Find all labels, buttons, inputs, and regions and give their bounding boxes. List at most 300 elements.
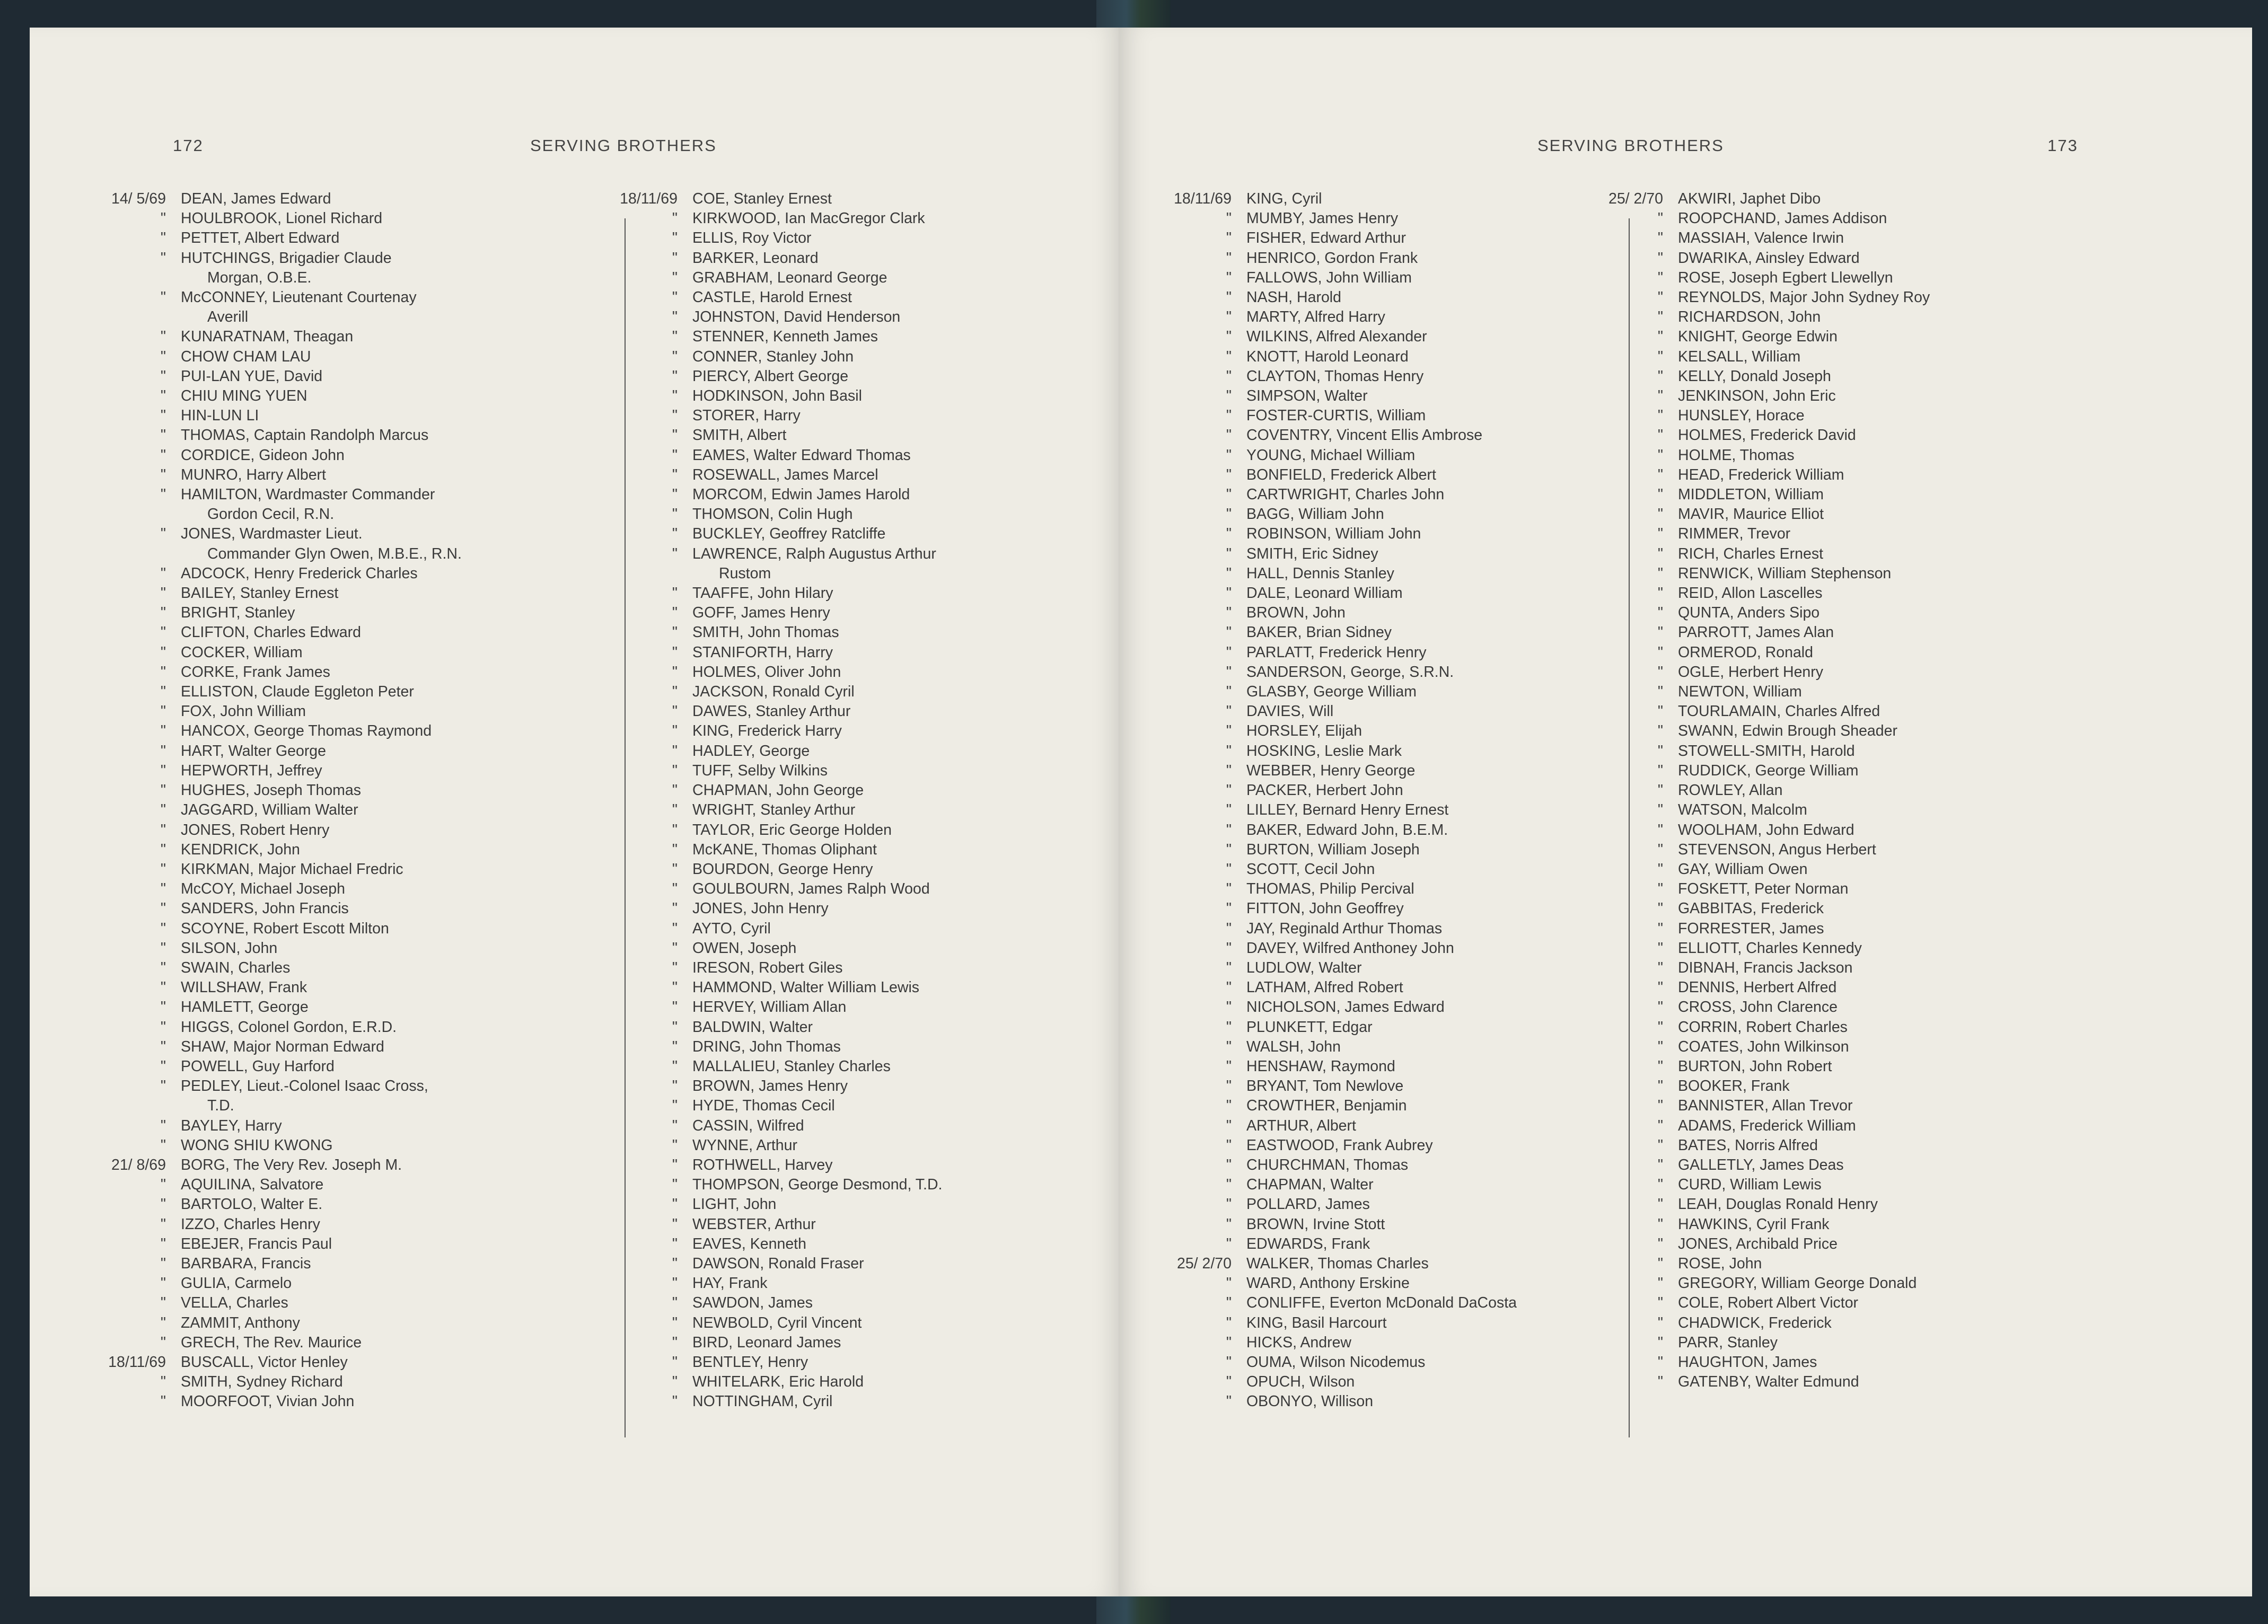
member-name: BONFIELD, Frederick Albert	[1246, 466, 1436, 483]
initiation-date: "	[672, 446, 678, 464]
initiation-date: "	[672, 1097, 678, 1115]
member-name: GOFF, James Henry	[692, 604, 830, 622]
member-name: PEDLEY, Lieut.-Colonel Isaac Cross, T.D.	[181, 1076, 428, 1116]
member-name: POLLARD, James	[1246, 1196, 1370, 1213]
member-name: HEAD, Frederick William	[1678, 466, 1844, 483]
list-item	[77, 663, 462, 682]
initiation-date: "	[672, 1078, 678, 1095]
initiation-date: "	[1657, 979, 1663, 996]
list-item	[77, 702, 462, 721]
list-item	[1143, 1333, 1517, 1353]
member-name: SCOTT, Cecil John	[1246, 860, 1375, 878]
initiation-date: "	[160, 466, 166, 483]
list-item	[589, 721, 942, 741]
list-item	[1143, 919, 1517, 939]
member-name: CLIFTON, Charles Edward	[181, 624, 361, 641]
member-name: ADAMS, Frederick William	[1678, 1117, 1856, 1134]
initiation-date: "	[1657, 308, 1663, 326]
member-name: CLAYTON, Thomas Henry	[1246, 367, 1424, 385]
name-column	[1143, 189, 1517, 1412]
initiation-date: "	[1657, 564, 1663, 582]
initiation-date: "	[1226, 604, 1232, 622]
member-name: ROSE, John	[1678, 1255, 1762, 1272]
list-item	[1143, 761, 1517, 781]
member-name: KIRKWOOD, Ian MacGregor Clark	[692, 210, 925, 227]
member-name: HOLME, Thomas	[1678, 446, 1795, 464]
list-item	[77, 406, 462, 426]
list-item	[77, 1195, 462, 1214]
list-item	[1575, 721, 1930, 741]
list-item	[1575, 307, 1930, 327]
initiation-date: "	[160, 1235, 166, 1252]
initiation-date: "	[1657, 407, 1663, 425]
member-name: EBEJER, Francis Paul	[181, 1235, 332, 1252]
member-name: OGLE, Herbert Henry	[1678, 663, 1824, 681]
member-name: DRING, John Thomas	[692, 1038, 841, 1055]
list-item	[1143, 879, 1517, 899]
initiation-date: "	[672, 900, 678, 917]
list-item	[1575, 781, 1930, 800]
member-name: JONES, Archibald Price	[1678, 1235, 1838, 1252]
list-item	[1575, 840, 1930, 860]
member-name: JONES, John Henry	[692, 900, 829, 917]
initiation-date: "	[160, 427, 166, 444]
member-name: BOURDON, George Henry	[692, 860, 873, 878]
member-name-continuation: Rustom	[719, 564, 771, 582]
list-item	[589, 406, 942, 426]
initiation-date: "	[672, 1353, 678, 1371]
list-item	[1575, 879, 1930, 899]
list-item	[589, 1215, 942, 1234]
list-item	[589, 1254, 942, 1274]
initiation-date: "	[1657, 348, 1663, 365]
member-name: LIGHT, John	[692, 1196, 777, 1213]
member-name: BIRD, Leonard James	[692, 1334, 841, 1351]
list-item	[77, 288, 462, 327]
list-item	[1575, 643, 1930, 663]
member-name: BURTON, John Robert	[1678, 1057, 1832, 1075]
initiation-date: "	[1657, 1353, 1663, 1371]
initiation-date: "	[1226, 348, 1232, 365]
member-name: JAGGARD, William Walter	[181, 801, 358, 819]
member-name: BAKER, Brian Sidney	[1246, 624, 1392, 641]
member-name: HENRICO, Gordon Frank	[1246, 249, 1418, 267]
initiation-date: "	[1657, 446, 1663, 464]
member-name: STEVENSON, Angus Herbert	[1678, 841, 1876, 858]
list-item	[589, 603, 942, 623]
list-item	[1143, 228, 1517, 248]
list-item	[1143, 998, 1517, 1017]
list-item	[589, 1018, 942, 1037]
list-item	[1143, 406, 1517, 426]
initiation-date: "	[1226, 387, 1232, 405]
member-name: THOMSON, Colin Hugh	[692, 506, 853, 523]
member-name: SCOYNE, Robert Escott Milton	[181, 920, 389, 937]
member-name: CORKE, Frank James	[181, 663, 330, 681]
initiation-date: "	[1226, 1097, 1232, 1115]
member-name: THOMPSON, George Desmond, T.D.	[692, 1176, 943, 1194]
list-item	[77, 1293, 462, 1313]
initiation-date: "	[1226, 1314, 1232, 1331]
member-name: THOMAS, Philip Percival	[1246, 880, 1414, 898]
list-item	[589, 505, 942, 524]
member-name: HIGGS, Colonel Gordon, E.R.D.	[181, 1018, 397, 1036]
member-name: CROWTHER, Benjamin	[1246, 1097, 1407, 1115]
member-name: HANCOX, George Thomas Raymond	[181, 722, 432, 740]
initiation-date: "	[1226, 999, 1232, 1016]
member-name: STANIFORTH, Harry	[692, 643, 833, 661]
initiation-date: "	[160, 387, 166, 405]
member-name: HADLEY, George	[692, 742, 810, 760]
list-item	[1143, 249, 1517, 268]
initiation-date: "	[1226, 1294, 1232, 1312]
list-item	[1575, 249, 1930, 268]
list-item	[1575, 367, 1930, 386]
list-item	[77, 800, 462, 820]
list-item	[589, 623, 942, 642]
initiation-date: "	[1226, 506, 1232, 523]
initiation-date: "	[672, 525, 678, 543]
list-item	[1575, 1215, 1930, 1234]
list-item	[1575, 958, 1930, 978]
initiation-date: "	[160, 703, 166, 720]
initiation-date: "	[160, 782, 166, 799]
member-name: McKANE, Thomas Oliphant	[692, 841, 877, 858]
member-name: BUCKLEY, Geoffrey Ratcliffe	[692, 525, 886, 543]
initiation-date: "	[672, 841, 678, 858]
member-name: ROBINSON, William John	[1246, 525, 1421, 543]
initiation-date: "	[672, 407, 678, 425]
member-name: SANDERS, John Francis	[181, 900, 349, 917]
member-name: PUI-LAN YUE, David	[181, 367, 323, 385]
member-name: YOUNG, Michael William	[1246, 446, 1416, 464]
member-name: ROWLEY, Allan	[1678, 782, 1783, 799]
member-name: BROWN, Irvine Stott	[1246, 1215, 1385, 1233]
member-name: BARKER, Leonard	[692, 249, 819, 267]
initiation-date: "	[1226, 920, 1232, 937]
member-name: KELSALL, William	[1678, 348, 1801, 365]
list-item	[1575, 1372, 1930, 1392]
initiation-date: "	[672, 821, 678, 839]
list-item	[1575, 347, 1930, 367]
initiation-date: "	[672, 959, 678, 976]
initiation-date: "	[1226, 939, 1232, 957]
member-name: KIRKMAN, Major Michael Fredric	[181, 860, 403, 878]
member-name: CONLIFFE, Everton McDonald DaCosta	[1246, 1294, 1517, 1312]
member-name: HYDE, Thomas Cecil	[692, 1097, 835, 1115]
member-name: DAWSON, Ronald Fraser	[692, 1255, 864, 1272]
initiation-date: "	[1657, 486, 1663, 504]
initiation-date: "	[1226, 289, 1232, 306]
member-name: OUMA, Wilson Nicodemus	[1246, 1353, 1426, 1371]
member-name: DEAN, James Edward	[181, 190, 331, 207]
member-name: QUNTA, Anders Sipo	[1678, 604, 1820, 622]
list-item	[1575, 1175, 1930, 1195]
initiation-date: "	[672, 348, 678, 365]
list-item	[589, 643, 942, 663]
member-name: RUDDICK, George William	[1678, 762, 1859, 779]
member-name: IRESON, Robert Giles	[692, 959, 843, 976]
list-item	[77, 1234, 462, 1254]
initiation-date: "	[1657, 643, 1663, 661]
initiation-date: "	[160, 920, 166, 937]
initiation-date: "	[672, 762, 678, 779]
list-item	[77, 1136, 462, 1155]
list-item	[1143, 288, 1517, 307]
initiation-date: "	[672, 1018, 678, 1036]
list-item	[589, 367, 942, 386]
member-name: WEBSTER, Arthur	[692, 1215, 816, 1233]
initiation-date: "	[160, 683, 166, 701]
list-item	[1575, 584, 1930, 603]
initiation-date: "	[160, 939, 166, 957]
member-name: MARTY, Alfred Harry	[1246, 308, 1385, 326]
list-item	[77, 1274, 462, 1293]
initiation-date: "	[160, 1196, 166, 1213]
initiation-date: "	[1657, 230, 1663, 247]
initiation-date: "	[1226, 427, 1232, 444]
member-name: BAKER, Edward John, B.E.M.	[1246, 821, 1448, 839]
list-item	[77, 446, 462, 465]
member-name: CASTLE, Harold Ernest	[692, 289, 852, 306]
member-name: SAWDON, James	[692, 1294, 813, 1312]
initiation-date: "	[1226, 643, 1232, 661]
list-item	[589, 465, 942, 485]
list-item	[1143, 1096, 1517, 1116]
initiation-date: "	[160, 1294, 166, 1312]
initiation-date: "	[1226, 880, 1232, 898]
member-name: BARTOLO, Walter E.	[181, 1196, 323, 1213]
initiation-date: "	[160, 643, 166, 661]
member-name: ELLIOTT, Charles Kennedy	[1678, 939, 1862, 957]
initiation-date: "	[1657, 880, 1663, 898]
initiation-date: "	[1226, 900, 1232, 917]
list-item	[1575, 1136, 1930, 1155]
member-name: PARROTT, James Alan	[1678, 624, 1834, 641]
initiation-date: "	[1226, 762, 1232, 779]
initiation-date: "	[1657, 683, 1663, 701]
initiation-date: "	[160, 1057, 166, 1075]
member-name: TUFF, Selby Wilkins	[692, 762, 828, 779]
member-name: HEPWORTH, Jeffrey	[181, 762, 322, 779]
list-item	[589, 800, 942, 820]
member-name: McCONNEY, Lieutenant Courtenay Averill	[181, 288, 417, 327]
initiation-date: "	[160, 585, 166, 602]
list-item	[589, 978, 942, 998]
member-name: SILSON, John	[181, 939, 278, 957]
list-item	[1143, 643, 1517, 663]
running-head: SERVING BROTHERS	[530, 136, 717, 155]
member-name: BAYLEY, Harry	[181, 1117, 282, 1134]
initiation-date: "	[1657, 466, 1663, 483]
initiation-date: "	[1226, 683, 1232, 701]
member-name: BROWN, James Henry	[692, 1078, 848, 1095]
initiation-date: "	[1226, 722, 1232, 740]
initiation-date: "	[672, 782, 678, 799]
member-name: GATENBY, Walter Edmund	[1678, 1373, 1859, 1391]
member-name: SWANN, Edwin Brough Sheader	[1678, 722, 1897, 740]
member-name: PARLATT, Frederick Henry	[1246, 643, 1427, 661]
member-name: HORSLEY, Elijah	[1246, 722, 1362, 740]
list-item	[589, 1274, 942, 1293]
list-item	[77, 643, 462, 663]
member-name: FITTON, John Geoffrey	[1246, 900, 1404, 917]
initiation-date: "	[1226, 801, 1232, 819]
initiation-date: "	[160, 1255, 166, 1272]
list-item	[589, 544, 942, 584]
list-item	[77, 1353, 462, 1372]
list-item	[1143, 1313, 1517, 1333]
member-name: CHAPMAN, Walter	[1246, 1176, 1374, 1194]
initiation-date: "	[1226, 1057, 1232, 1075]
initiation-date: "	[1657, 1136, 1663, 1154]
list-item	[1575, 603, 1930, 623]
member-name: JOHNSTON, David Henderson	[692, 308, 901, 326]
member-name: ELLISTON, Claude Eggleton Peter	[181, 683, 414, 701]
member-name: JACKSON, Ronald Cyril	[692, 683, 855, 701]
list-item	[1143, 702, 1517, 721]
initiation-date: "	[672, 387, 678, 405]
member-name: TOURLAMAIN, Charles Alfred	[1678, 703, 1880, 720]
member-name: WALSH, John	[1246, 1038, 1341, 1055]
list-item	[1575, 820, 1930, 840]
member-name: LATHAM, Alfred Robert	[1246, 979, 1403, 996]
list-item	[1575, 1018, 1930, 1037]
member-name: STENNER, Kenneth James	[692, 328, 878, 346]
list-item	[1143, 800, 1517, 820]
member-name: ARTHUR, Albert	[1246, 1117, 1356, 1134]
initiation-date: "	[160, 762, 166, 779]
initiation-date: "	[1226, 1353, 1232, 1371]
list-item	[1575, 426, 1930, 445]
list-item	[589, 524, 942, 544]
member-name: REYNOLDS, Major John Sydney Roy	[1678, 289, 1930, 306]
initiation-date: "	[672, 860, 678, 878]
initiation-date: "	[160, 1314, 166, 1331]
initiation-date: "	[1657, 525, 1663, 543]
initiation-date: "	[1226, 545, 1232, 562]
list-item	[589, 781, 942, 800]
initiation-date: "	[1226, 525, 1232, 543]
list-item	[77, 820, 462, 840]
initiation-date: "	[672, 486, 678, 504]
member-name: HART, Walter George	[181, 742, 327, 760]
member-name: WRIGHT, Stanley Arthur	[692, 801, 856, 819]
list-item	[1143, 1136, 1517, 1155]
list-item	[1143, 426, 1517, 445]
list-item	[1143, 1175, 1517, 1195]
initiation-date: "	[1657, 1334, 1663, 1351]
member-name: RIMMER, Trevor	[1678, 525, 1791, 543]
member-name: WYNNE, Arthur	[692, 1136, 797, 1154]
initiation-date: "	[672, 269, 678, 286]
member-name: SANDERSON, George, S.R.N.	[1246, 663, 1454, 681]
list-item	[77, 742, 462, 761]
list-item	[77, 485, 462, 524]
list-item	[77, 386, 462, 406]
member-name: WOOLHAM, John Edward	[1678, 821, 1854, 839]
list-item	[1575, 663, 1930, 682]
initiation-date: "	[672, 328, 678, 346]
list-item	[589, 702, 942, 721]
list-item	[1575, 189, 1930, 209]
page-number: 173	[2047, 136, 2078, 155]
initiation-date: "	[1657, 1275, 1663, 1292]
member-name: MORCOM, Edwin James Harold	[692, 486, 910, 504]
list-item	[1575, 702, 1930, 721]
member-name: HICKS, Andrew	[1246, 1334, 1351, 1351]
initiation-date: "	[672, 722, 678, 740]
member-name: BALDWIN, Walter	[692, 1018, 813, 1036]
member-name: NEWBOLD, Cyril Vincent	[692, 1314, 862, 1331]
name-column	[77, 189, 462, 1412]
list-item	[589, 682, 942, 702]
initiation-date: "	[1226, 1275, 1232, 1292]
list-item	[77, 1037, 462, 1057]
member-name: COVENTRY, Vincent Ellis Ambrose	[1246, 427, 1483, 444]
list-item	[1575, 978, 1930, 998]
initiation-date: "	[1226, 486, 1232, 504]
list-item	[77, 978, 462, 998]
initiation-date: "	[160, 1275, 166, 1292]
list-item	[1143, 307, 1517, 327]
initiation-date: "	[1657, 545, 1663, 562]
member-name-continuation: Gordon Cecil, R.N.	[207, 506, 335, 523]
member-name: BRIGHT, Stanley	[181, 604, 295, 622]
list-item	[77, 1076, 462, 1116]
list-item	[1143, 1254, 1517, 1274]
running-head: SERVING BROTHERS	[1537, 136, 1724, 155]
member-name: BENTLEY, Henry	[692, 1353, 808, 1371]
list-item	[1575, 998, 1930, 1017]
initiation-date: "	[672, 643, 678, 661]
member-name: NICHOLSON, James Edward	[1246, 999, 1445, 1016]
initiation-date: "	[160, 999, 166, 1016]
list-item	[1575, 386, 1930, 406]
member-name-continuation: Averill	[207, 308, 249, 326]
list-item	[1143, 742, 1517, 761]
member-name: KUNARATNAM, Theagan	[181, 328, 354, 346]
list-item	[589, 998, 942, 1017]
member-name: DAWES, Stanley Arthur	[692, 703, 851, 720]
initiation-date: "	[672, 230, 678, 247]
list-item	[77, 1372, 462, 1392]
member-name: WHITELARK, Eric Harold	[692, 1373, 864, 1391]
name-column	[1575, 189, 1930, 1392]
member-name: JONES, Wardmaster Lieut. Commander Glyn Owen, M.B.E., R.N.	[181, 524, 462, 563]
member-name: FALLOWS, John William	[1246, 269, 1412, 286]
member-name: EAMES, Walter Edward Thomas	[692, 446, 911, 464]
member-name-continuation: Commander Glyn Owen, M.B.E., R.N.	[207, 545, 462, 562]
list-item	[77, 564, 462, 584]
initiation-date: "	[1657, 860, 1663, 878]
member-name: EASTWOOD, Frank Aubrey	[1246, 1136, 1433, 1154]
member-name: HOLMES, Frederick David	[1678, 427, 1856, 444]
member-name: WALKER, Thomas Charles	[1246, 1255, 1429, 1272]
list-item	[589, 1195, 942, 1214]
page-left	[30, 28, 1123, 1596]
list-item	[589, 820, 942, 840]
list-item	[589, 347, 942, 367]
initiation-date: "	[160, 1078, 166, 1095]
member-name: MUNRO, Harry Albert	[181, 466, 326, 483]
member-name: GABBITAS, Frederick	[1678, 900, 1824, 917]
member-name: STORER, Harry	[692, 407, 801, 425]
initiation-date: "	[672, 249, 678, 267]
member-name: ADCOCK, Henry Frederick Charles	[181, 564, 418, 582]
list-item	[77, 682, 462, 702]
list-item	[1143, 682, 1517, 702]
